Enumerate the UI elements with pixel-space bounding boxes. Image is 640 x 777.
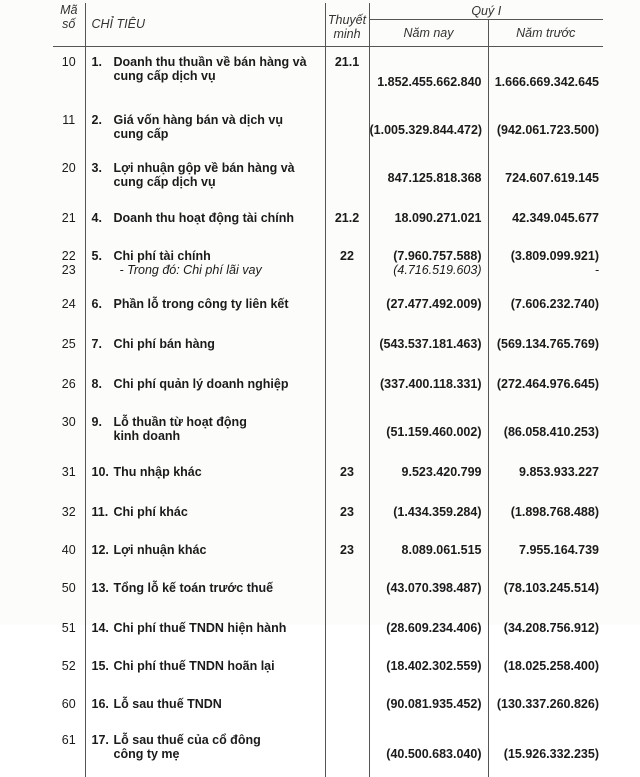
cell-ma-so: 32 xyxy=(53,495,85,533)
cell-thuyet-minh xyxy=(325,287,369,327)
cell-chi-tieu xyxy=(85,47,325,106)
item-label: Phần lỗ trong công ty liên kết xyxy=(114,297,325,311)
item-number: 1. xyxy=(92,55,114,83)
cell-nam-truoc: (272.464.976.645) xyxy=(488,367,603,407)
cell-thuyet-minh: 22 xyxy=(325,239,369,287)
cell-nam-nay: 8.089.061.515 xyxy=(369,533,488,571)
cell-ma-so: 40 xyxy=(53,533,85,571)
item-number: 12. xyxy=(92,543,114,557)
cell-ma-so: 24 xyxy=(53,287,85,327)
table-row xyxy=(53,687,603,725)
cell-nam-nay: (7.960.757.588) (4.716.519.603) xyxy=(369,239,488,287)
cell-nam-nay: (43.070.398.487) xyxy=(369,571,488,611)
header-nam-nay: Năm nay xyxy=(369,20,488,47)
table-row xyxy=(53,201,603,239)
item-number: 10. xyxy=(92,465,114,479)
cell-nam-nay: (337.400.118.331) xyxy=(369,367,488,407)
table-row xyxy=(53,611,603,649)
income-statement-table xyxy=(53,3,603,777)
item-number: 16. xyxy=(92,697,114,711)
item-number: 15. xyxy=(92,659,114,673)
cell-thuyet-minh: 23 xyxy=(325,455,369,495)
item-label: Doanh thu thuần về bán hàng và cung cấp dịch vụ xyxy=(114,55,325,83)
item-number: 2. xyxy=(92,113,114,141)
item-label: Lợi nhuận khác xyxy=(114,543,325,557)
cell-chi-tieu xyxy=(85,687,325,725)
item-label: Chi phí tài chính xyxy=(114,249,325,263)
table-row xyxy=(53,105,603,153)
cell-nam-nay: 1.852.455.662.840 xyxy=(369,47,488,106)
cell-nam-nay: 9.523.420.799 xyxy=(369,455,488,495)
item-label: Lỗ thuần từ hoạt động kinh doanh xyxy=(114,415,325,443)
table-row xyxy=(53,495,603,533)
cell-ma-so: 52 xyxy=(53,649,85,687)
cell-nam-nay: (1.434.359.284) xyxy=(369,495,488,533)
cell-ma-so: 22 23 xyxy=(53,239,85,287)
cell-nam-nay: (18.402.302.559) xyxy=(369,649,488,687)
cell-nam-nay: (28.609.234.406) xyxy=(369,611,488,649)
cell-chi-tieu xyxy=(85,287,325,327)
item-number: 11. xyxy=(92,505,114,519)
cell-ma-so: 21 xyxy=(53,201,85,239)
cell-ma-so: 20 xyxy=(53,153,85,201)
cell-thuyet-minh xyxy=(325,327,369,367)
item-number: 14. xyxy=(92,621,114,635)
cell-ma-so: 11 xyxy=(53,105,85,153)
table-row xyxy=(53,367,603,407)
table-row xyxy=(53,533,603,571)
cell-thuyet-minh xyxy=(325,649,369,687)
item-label: Thu nhập khác xyxy=(114,465,325,479)
cell-thuyet-minh: 21.1 xyxy=(325,47,369,106)
cell-chi-tieu xyxy=(85,495,325,533)
cell-nam-nay: 847.125.818.368 xyxy=(369,153,488,201)
cell-chi-tieu xyxy=(85,105,325,153)
cell-nam-truoc: (942.061.723.500) xyxy=(488,105,603,153)
cell-chi-tieu xyxy=(85,407,325,455)
table-row xyxy=(53,327,603,367)
cell-nam-nay: 18.090.271.021 xyxy=(369,201,488,239)
cell-nam-truoc: (78.103.245.514) xyxy=(488,571,603,611)
cell-thuyet-minh: 21.2 xyxy=(325,201,369,239)
cell-chi-tieu xyxy=(85,455,325,495)
cell-thuyet-minh xyxy=(325,105,369,153)
table-row xyxy=(53,153,603,201)
cell-ma-so: 51 xyxy=(53,611,85,649)
header-quy: Quý I xyxy=(369,3,603,20)
cell-thuyet-minh: 23 xyxy=(325,495,369,533)
cell-thuyet-minh xyxy=(325,153,369,201)
item-number: 8. xyxy=(92,377,114,391)
cell-chi-tieu xyxy=(85,611,325,649)
cell-nam-nay: (1.005.329.844.472) xyxy=(369,105,488,153)
cell-nam-nay: (543.537.181.463) xyxy=(369,327,488,367)
cell-nam-truoc: (1.898.768.488) xyxy=(488,495,603,533)
table-row xyxy=(53,649,603,687)
header-nam-truoc: Năm trước xyxy=(488,20,603,47)
cell-ma-so: 10 xyxy=(53,47,85,106)
cell-ma-so: 25 xyxy=(53,327,85,367)
item-label: Doanh thu hoạt động tài chính xyxy=(114,211,325,225)
table-row xyxy=(53,455,603,495)
item-label: Lỗ sau thuế của cổ đông công ty mẹ xyxy=(114,733,325,761)
item-label: Chi phí thuế TNDN hiện hành xyxy=(114,621,325,635)
header-thuyet-minh: Thuyết minh xyxy=(325,3,369,47)
cell-chi-tieu xyxy=(85,533,325,571)
item-label: Lợi nhuận gộp về bán hàng và cung cấp dịch vụ xyxy=(114,161,325,189)
cell-nam-truoc: (7.606.232.740) xyxy=(488,287,603,327)
table-row xyxy=(53,287,603,327)
cell-nam-truoc: (3.809.099.921) - xyxy=(488,239,603,287)
item-number: 3. xyxy=(92,161,114,189)
table-row xyxy=(53,571,603,611)
cell-chi-tieu xyxy=(85,725,325,777)
item-number: 6. xyxy=(92,297,114,311)
cell-ma-so: 30 xyxy=(53,407,85,455)
cell-thuyet-minh: 23 xyxy=(325,533,369,571)
cell-nam-truoc: (34.208.756.912) xyxy=(488,611,603,649)
cell-nam-nay: (90.081.935.452) xyxy=(369,687,488,725)
cell-nam-nay: (51.159.460.002) xyxy=(369,407,488,455)
cell-nam-truoc: 42.349.045.677 xyxy=(488,201,603,239)
table-row xyxy=(53,239,603,287)
item-label: Lỗ sau thuế TNDN xyxy=(114,697,325,711)
cell-nam-truoc: (18.025.258.400) xyxy=(488,649,603,687)
cell-nam-truoc: (130.337.260.826) xyxy=(488,687,603,725)
cell-nam-truoc: (569.134.765.769) xyxy=(488,327,603,367)
cell-chi-tieu xyxy=(85,649,325,687)
cell-chi-tieu xyxy=(85,201,325,239)
cell-ma-so: 26 xyxy=(53,367,85,407)
table-body xyxy=(53,47,603,777)
cell-nam-truoc: 1.666.669.342.645 xyxy=(488,47,603,106)
cell-chi-tieu xyxy=(85,571,325,611)
item-number: 9. xyxy=(92,415,114,443)
cell-nam-truoc: (86.058.410.253) xyxy=(488,407,603,455)
cell-thuyet-minh xyxy=(325,571,369,611)
cell-chi-tieu xyxy=(85,153,325,201)
item-sub-label: - Trong đó: Chi phí lãi vay xyxy=(92,263,325,277)
cell-nam-truoc: (15.926.332.235) xyxy=(488,725,603,777)
item-label: Chi phí quản lý doanh nghiệp xyxy=(114,377,325,391)
table-row xyxy=(53,47,603,106)
cell-nam-truoc: 9.853.933.227 xyxy=(488,455,603,495)
table-row xyxy=(53,725,603,777)
cell-ma-so: 50 xyxy=(53,571,85,611)
header-ma-so: Mã số xyxy=(53,3,85,47)
cell-nam-truoc: 7.955.164.739 xyxy=(488,533,603,571)
cell-nam-nay: (27.477.492.009) xyxy=(369,287,488,327)
cell-thuyet-minh xyxy=(325,367,369,407)
item-number: 4. xyxy=(92,211,114,225)
header-chi-tieu: CHỈ TIÊU xyxy=(85,3,325,47)
item-number: 5. xyxy=(92,249,114,263)
item-number: 17. xyxy=(92,733,114,761)
cell-nam-nay: (40.500.683.040) xyxy=(369,725,488,777)
cell-ma-so: 61 xyxy=(53,725,85,777)
item-number: 7. xyxy=(92,337,114,351)
cell-ma-so: 60 xyxy=(53,687,85,725)
cell-nam-truoc: 724.607.619.145 xyxy=(488,153,603,201)
cell-chi-tieu xyxy=(85,327,325,367)
item-label: Chi phí bán hàng xyxy=(114,337,325,351)
cell-thuyet-minh xyxy=(325,687,369,725)
cell-thuyet-minh xyxy=(325,407,369,455)
cell-chi-tieu xyxy=(85,239,325,287)
item-label: Chi phí khác xyxy=(114,505,325,519)
item-label: Chi phí thuế TNDN hoãn lại xyxy=(114,659,325,673)
cell-thuyet-minh xyxy=(325,725,369,777)
cell-chi-tieu xyxy=(85,367,325,407)
cell-thuyet-minh xyxy=(325,611,369,649)
item-number: 13. xyxy=(92,581,114,595)
table-row xyxy=(53,407,603,455)
item-label: Tổng lỗ kế toán trước thuế xyxy=(114,581,325,595)
item-label: Giá vốn hàng bán và dịch vụ cung cấp xyxy=(114,113,325,141)
cell-ma-so: 31 xyxy=(53,455,85,495)
